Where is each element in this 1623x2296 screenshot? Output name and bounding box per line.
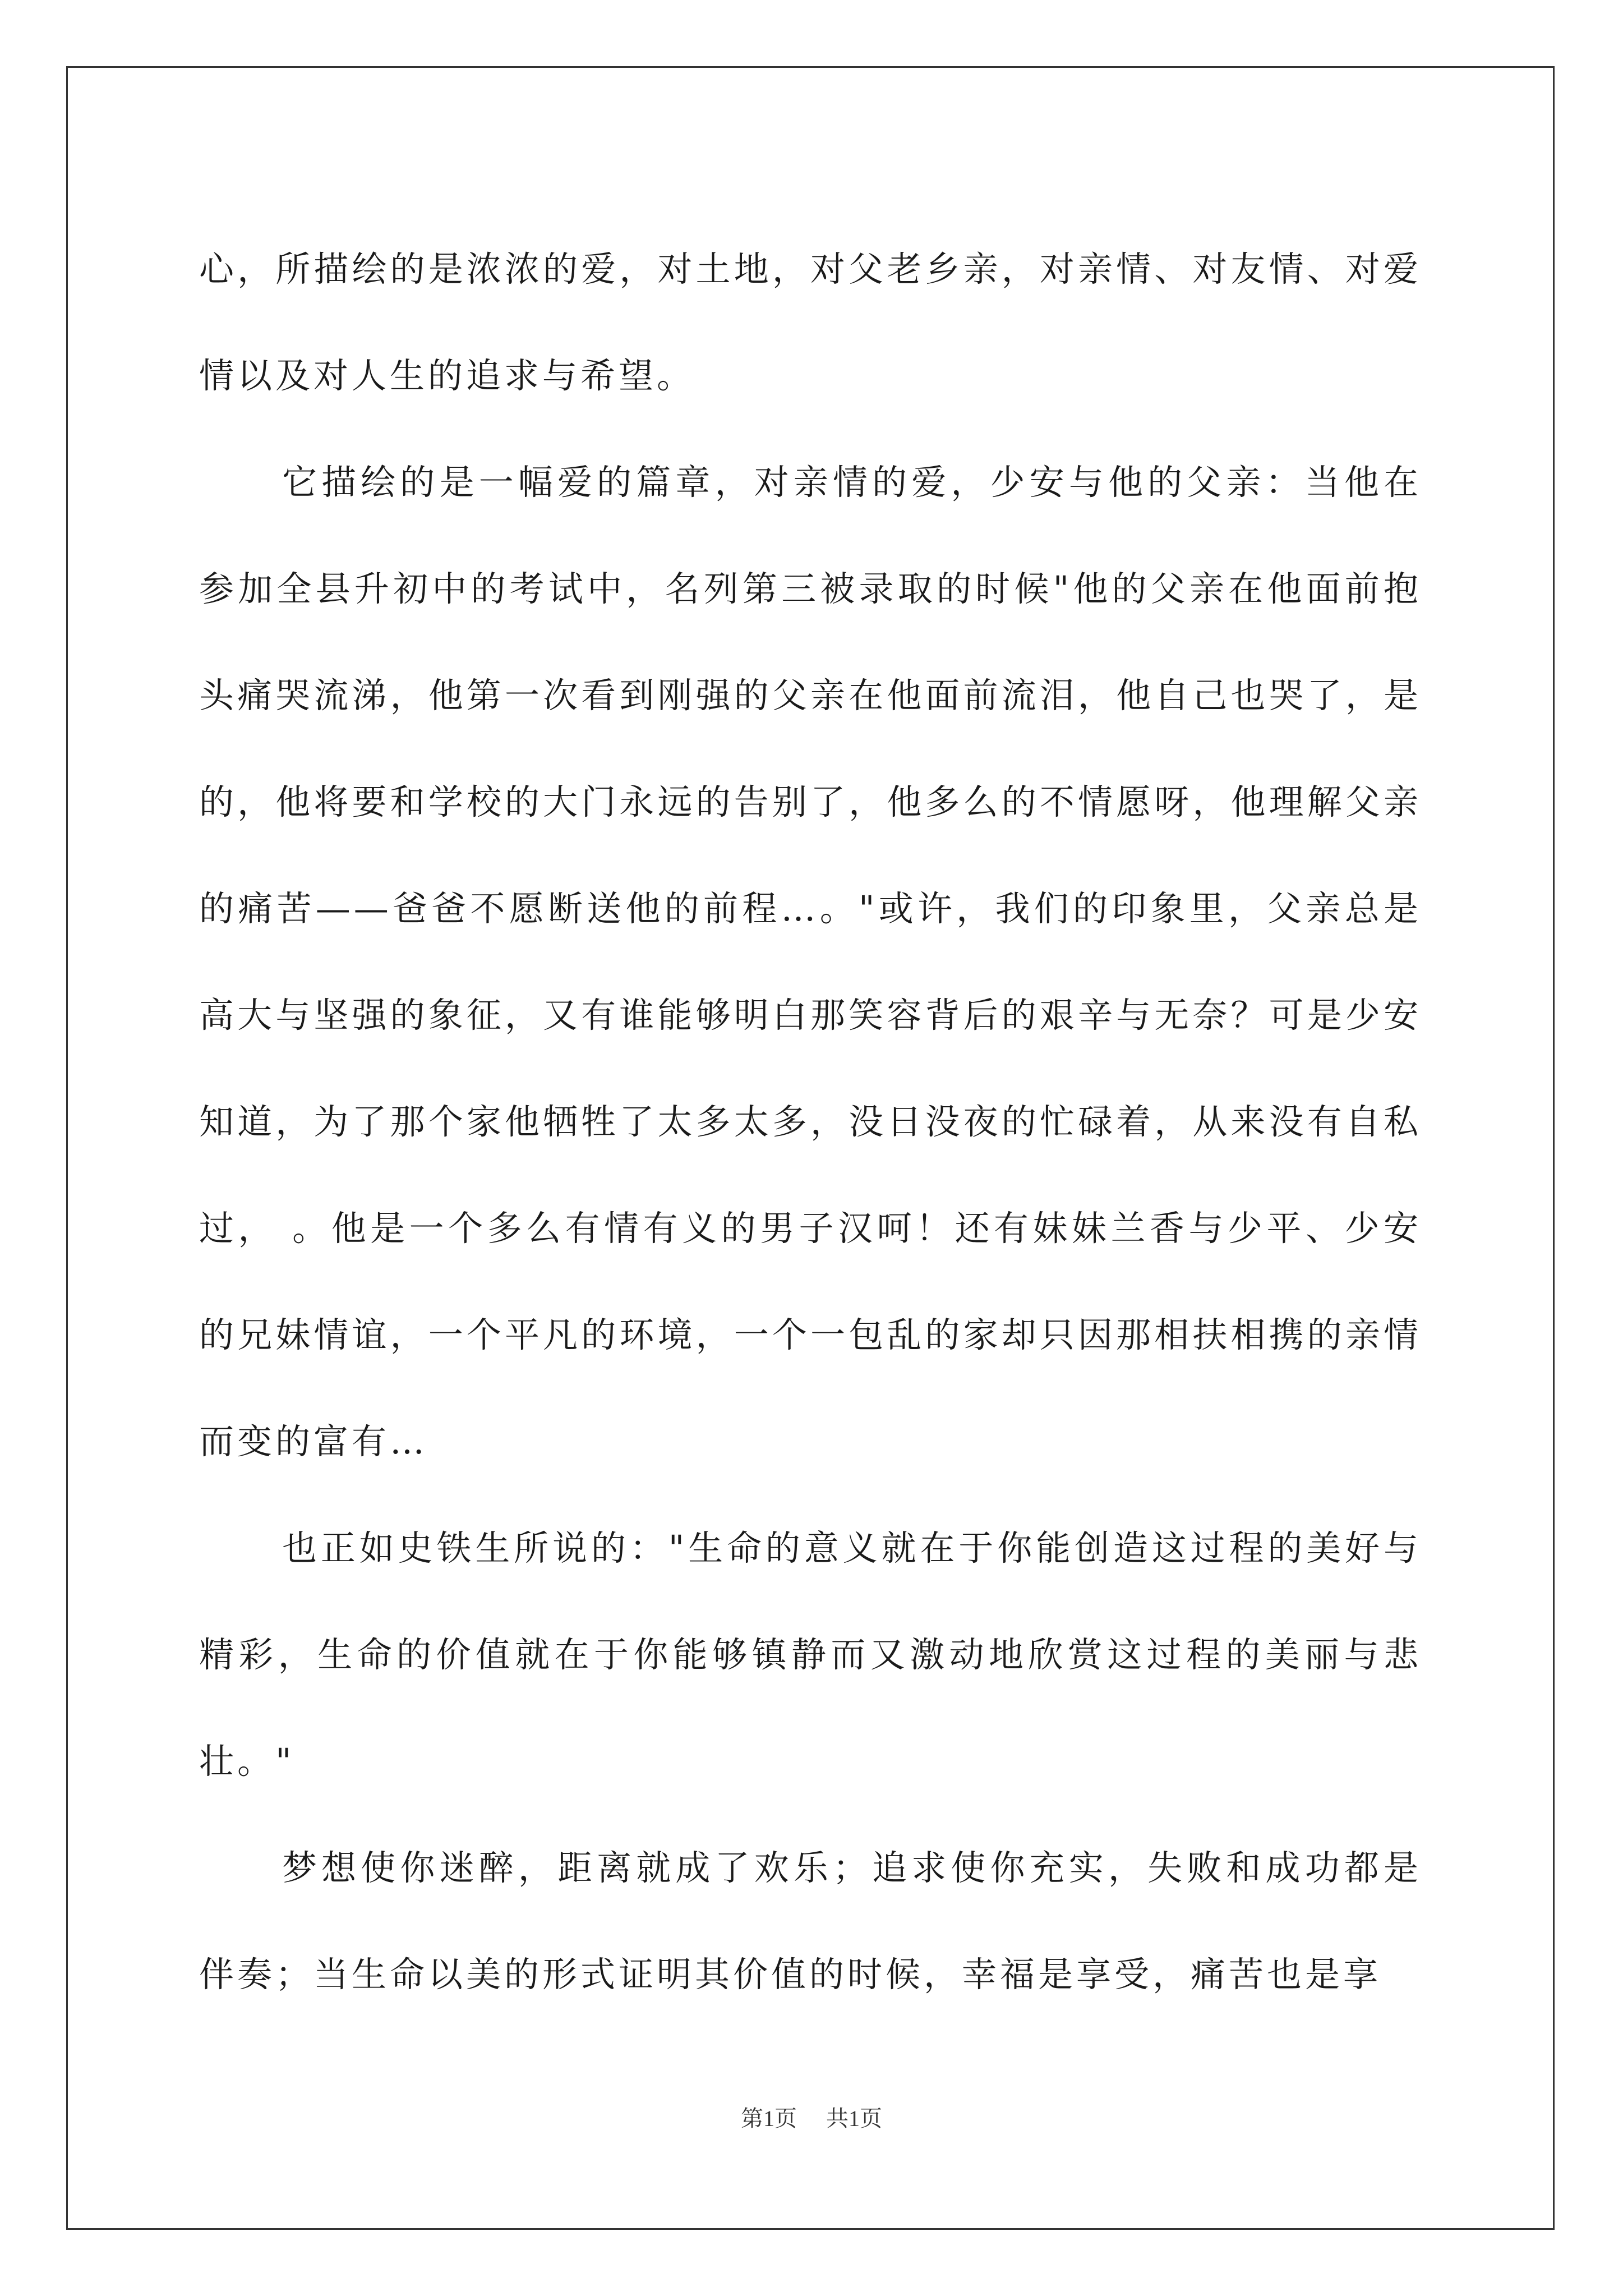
document-body [199,216,1422,2028]
paragraph-2: 它描绘的是一幅爱的篇章，对亲情的爱，少安与他的父亲：当他在参加全县升初中的考试中，名列第三被录取的时候"他的父亲在他面前抱头痛哭流涕，他第一次看到刚强的父亲在他面前流泪，他自己也哭了，是的，他将要和学校的大门永远的告别了，他多么的不情愿呀，他理解父亲的痛苦——爸爸不愿断送他的前程…。"或许，我们的印象里，父亲总是高大与坚强的象征，又有谁能够明白那笑容背后的艰辛与无奈？可是少安知道，为了那个家他牺牲了太多太多，没日没夜的忙碌着，从来没有自私过， 。他是一个多么有情有义的男子汉呵！还有妹妹兰香与少平、少安的兄妹情谊，一个平凡的环境，一个一包乱的家却只因那相扶相携的亲情而变的富有… [199,462,1422,1462]
page-footer [0,2101,1623,2133]
page-number-total: 共1页 [826,2106,882,2131]
paragraph-1: 心，所描绘的是浓浓的爱，对土地，对父老乡亲，对亲情、对友情、对爱情以及对人生的追求与希望。 [199,249,1422,396]
paragraph-4: 梦想使你迷醉，距离就成了欢乐；追求使你充实，失败和成功都是伴奏；当生命以美的形式证明其价值的时候，幸福是享受，痛苦也是享 [199,1847,1422,1995]
page-number-current: 第1页 [741,2106,797,2131]
paragraph-3: 也正如史铁生所说的："生命的意义就在于你能创造这过程的美好与精彩，生命的价值就在于你能够镇静而又激动地欣赏这过程的美丽与悲壮。" [199,1527,1422,1782]
